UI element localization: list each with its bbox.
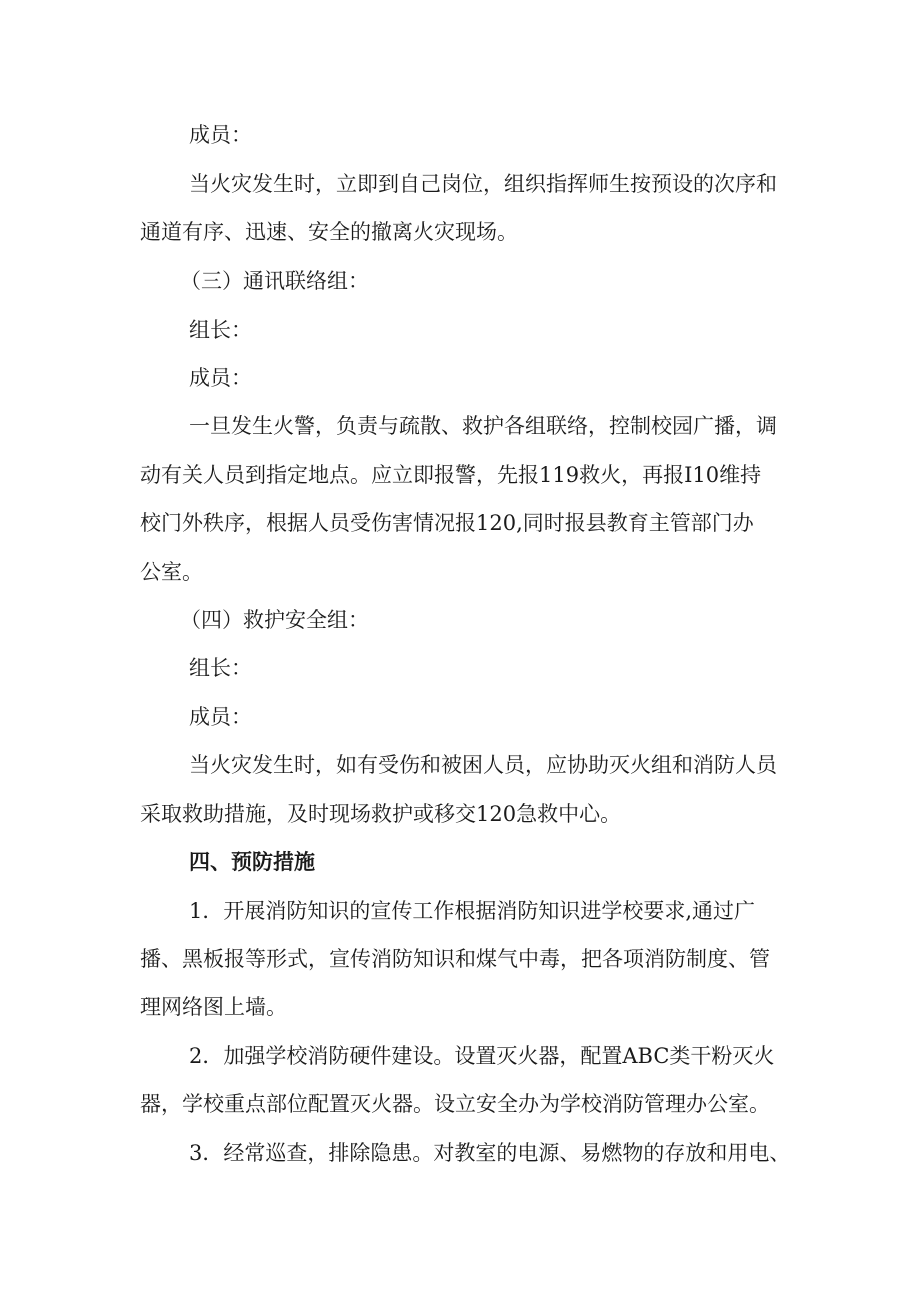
paragraph-communication-line-2: 动有关人员到指定地点。应立即报警，先报119救火，再报I10维持	[140, 463, 762, 487]
text-line-leader-2: 组长：	[189, 656, 252, 680]
paragraph-communication-line-3: 校门外秩序，根据人员受伤害情况报120,同时报县教育主管部门办	[140, 511, 754, 535]
paragraph-item1-line-2: 播、黑板报等形式，宣传消防知识和煤气中毒，把各项消防制度、管	[140, 947, 770, 971]
paragraph-rescue-line-1: 当火灾发生时，如有受伤和被困人员，应协助灭火组和消防人员	[189, 753, 777, 777]
paragraph-evacuation-line-1: 当火灾发生时，立即到自己岗位，组织指挥师生按预设的次序和	[189, 172, 777, 196]
text-line-leader-1: 组长：	[189, 318, 252, 342]
text-line-members-1: 成员：	[189, 123, 252, 147]
section-heading-prevention: 四、预防措施	[189, 850, 315, 874]
text-line-members-2: 成员：	[189, 366, 252, 390]
section-heading-rescue: （四）救护安全组：	[180, 608, 369, 632]
section-heading-communication: （三）通讯联络组：	[180, 269, 369, 293]
paragraph-evacuation-line-2: 通道有序、迅速、安全的撤离火灾现场。	[140, 220, 518, 244]
paragraph-rescue-line-2: 采取救助措施，及时现场救护或移交120急救中心。	[140, 802, 622, 826]
paragraph-item2-line-2: 器，学校重点部位配置灭火器。设立安全办为学校消防管理办公室。	[140, 1092, 770, 1116]
paragraph-item1-line-3: 理网络图上墙。	[140, 995, 287, 1019]
paragraph-item1-line-1: 1．开展消防知识的宣传工作根据消防知识进学校要求,通过广	[189, 899, 756, 923]
paragraph-communication-line-1: 一旦发生火警，负责与疏散、救护各组联络，控制校园广播，调	[189, 414, 777, 438]
text-line-members-3: 成员：	[189, 705, 252, 729]
paragraph-item3-line-1: 3．经常巡查，排除隐患。对教室的电源、易燃物的存放和用电、	[189, 1141, 791, 1165]
paragraph-communication-line-4: 公室。	[140, 560, 203, 584]
paragraph-item2-line-1: 2．加强学校消防硬件建设。设置灭火器，配置ABC类干粉灭火	[189, 1044, 775, 1068]
